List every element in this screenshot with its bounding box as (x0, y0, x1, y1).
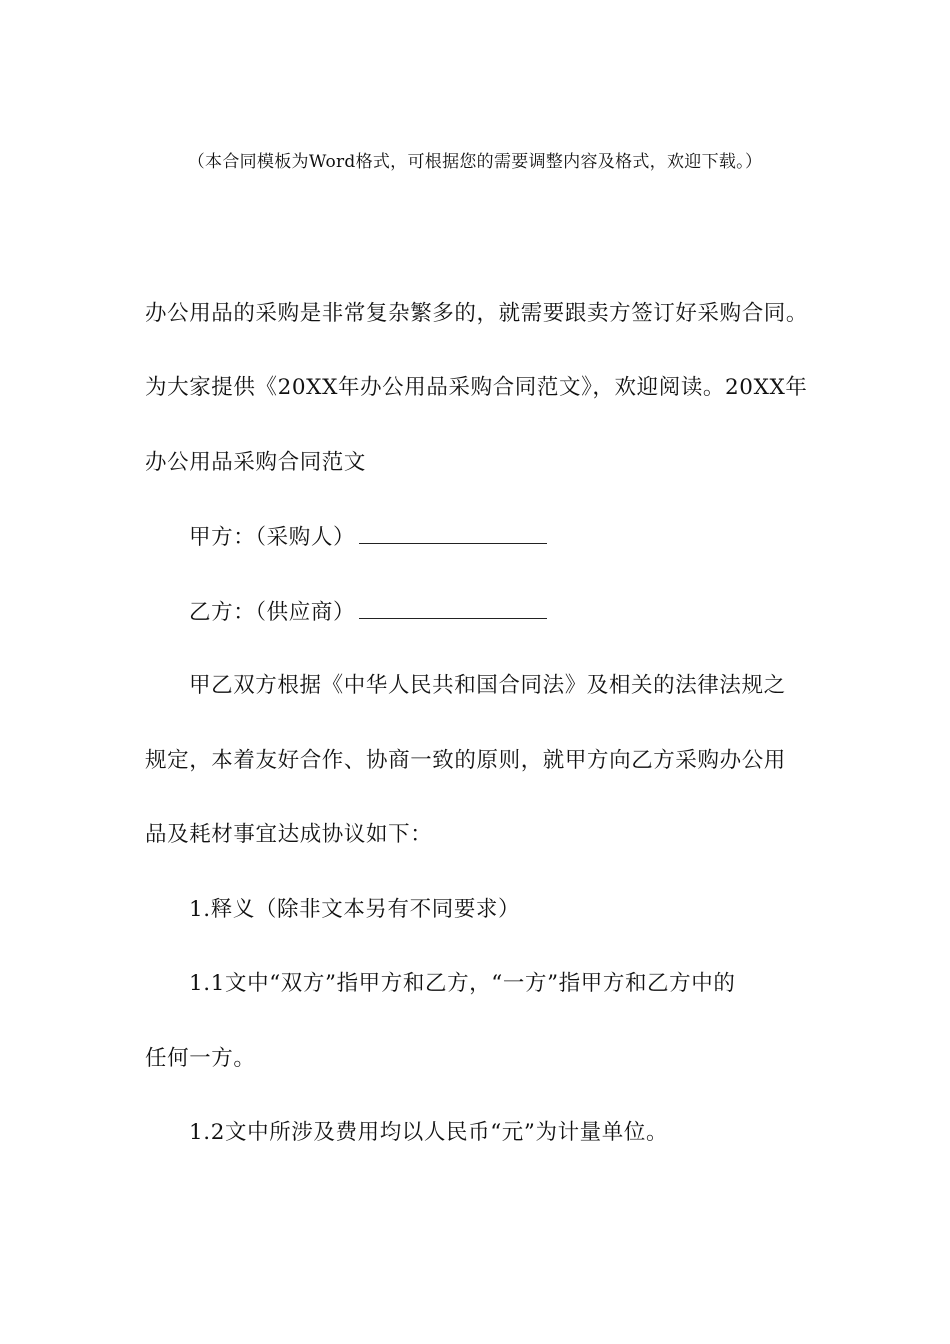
party-a-blank (359, 521, 547, 544)
agreement-line-2: 规定，本着友好合作、协商一致的原则，就甲方向乙方采购办公用 (145, 748, 786, 773)
header-note: （本合同模板为Word格式，可根据您的需要调整内容及格式，欢迎下载。） (187, 152, 763, 172)
party-b-blank (359, 596, 547, 619)
party-b-label: 乙方：（供应商） (189, 600, 356, 625)
clause-1-heading: 1.释义（除非文本另有不同要求） (189, 897, 521, 922)
party-b-line (189, 596, 547, 629)
agreement-line-3: 品及耗材事宜达成协议如下： (145, 822, 433, 847)
clause-1-1-line-1: 1.1文中“双方”指甲方和乙方，“一方”指甲方和乙方中的 (189, 971, 736, 996)
clause-1-2-line: 1.2文中所涉及费用均以人民币“元”为计量单位。 (189, 1120, 669, 1145)
agreement-line-1: 甲乙双方根据《中华人民共和国合同法》及相关的法律法规之 (189, 673, 786, 698)
party-a-label: 甲方：（采购人） (189, 525, 356, 550)
intro-line-1: 办公用品的采购是非常复杂繁多的，就需要跟卖方签订好采购合同。 (145, 301, 809, 326)
intro-line-2: 为大家提供《20XX年办公用品采购合同范文》，欢迎阅读。20XX年 (145, 375, 808, 400)
clause-1-1-line-2: 任何一方。 (145, 1046, 256, 1071)
intro-line-3: 办公用品采购合同范文 (145, 450, 367, 475)
party-a-line (189, 521, 547, 554)
